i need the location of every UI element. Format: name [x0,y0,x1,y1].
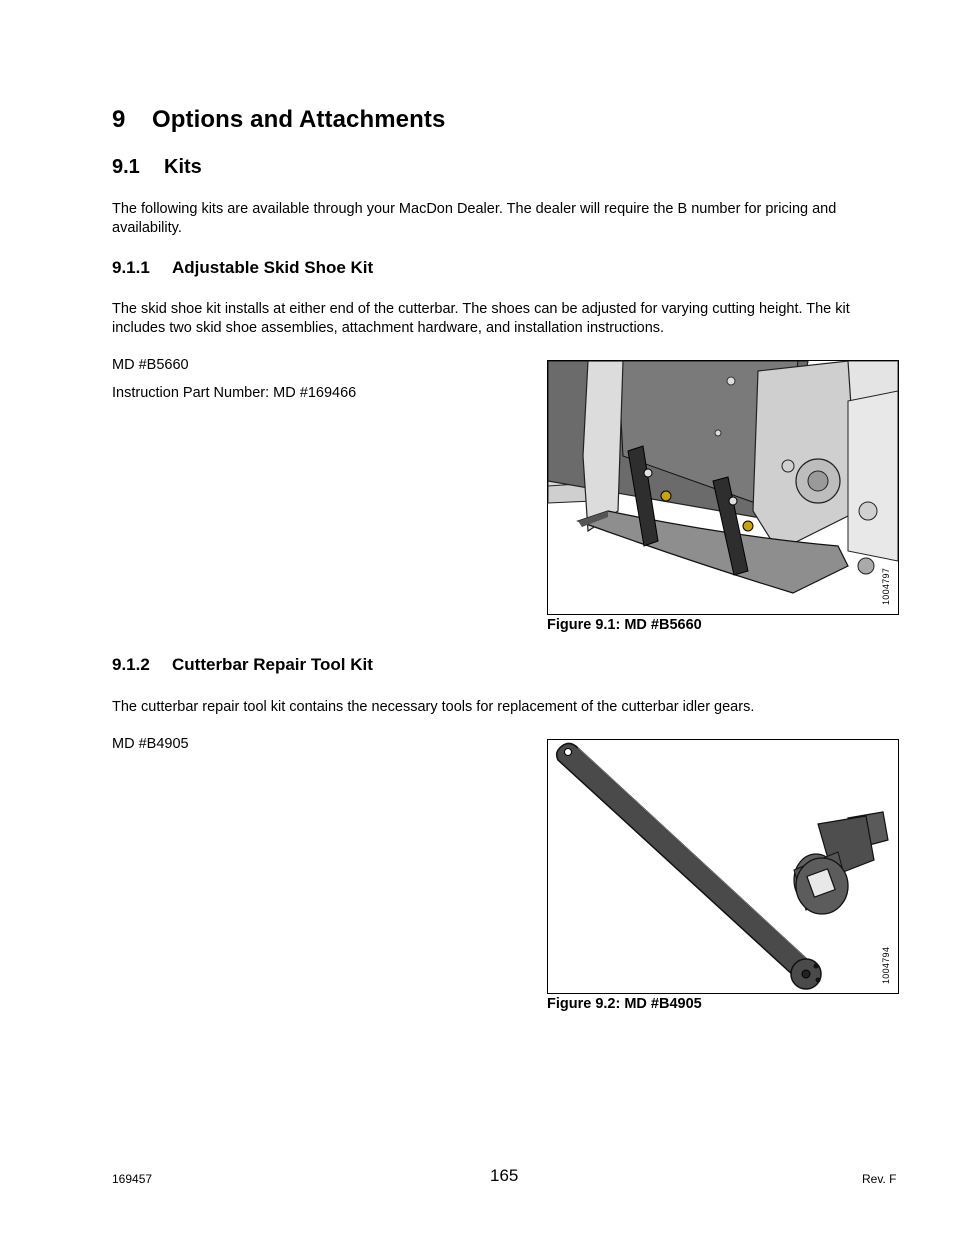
figure-repair-tool [547,739,899,994]
footer-page-number: 165 [490,1166,519,1185]
figure-skid-shoe [547,360,899,615]
footer-doc-number: 169457 [112,1172,153,1186]
intro-paragraph: The following kits are available through your MacDon Dealer. The dealer will require the B number for pricing and availability. [112,201,837,236]
repair-tool-illustration [548,740,898,993]
figure-id-label: 1004794 [881,946,891,984]
skid-shoe-instruction-number: Instruction Part Number: MD #169466 [112,385,357,401]
subsection-number: 9.1.1 [112,258,150,277]
section-number: 9.1 [112,156,140,178]
repair-tool-part-number: MD #B4905 [112,736,189,752]
skid-shoe-illustration [548,361,898,614]
subsection-heading-repair-tool [112,655,373,675]
figure-id-label: 1004797 [881,567,891,605]
figure-caption-skid-shoe: Figure 9.1: MD #B5660 [547,617,702,633]
chapter-number: 9 [112,106,126,133]
chapter-heading [112,106,445,134]
subsection-heading-skid-shoe [112,258,373,278]
subsection-number: 9.1.2 [112,655,150,674]
footer-revision: Rev. F [862,1172,897,1186]
subsection-title: Adjustable Skid Shoe Kit [172,258,374,277]
skid-shoe-description: The skid shoe kit installs at either end of the cutterbar. The shoes can be adjusted for varying cutting height. The kit includes two skid shoe assemblies, attachment hardware, and installation instructions. [112,301,850,336]
section-heading [112,156,202,179]
figure-caption-repair-tool: Figure 9.2: MD #B4905 [547,996,702,1012]
section-title: Kits [164,156,202,178]
repair-tool-description: The cutterbar repair tool kit contains the necessary tools for replacement of the cutterbar idler gears. [112,699,755,715]
chapter-title: Options and Attachments [152,106,446,133]
subsection-title: Cutterbar Repair Tool Kit [172,655,373,674]
skid-shoe-part-number: MD #B5660 [112,357,189,373]
